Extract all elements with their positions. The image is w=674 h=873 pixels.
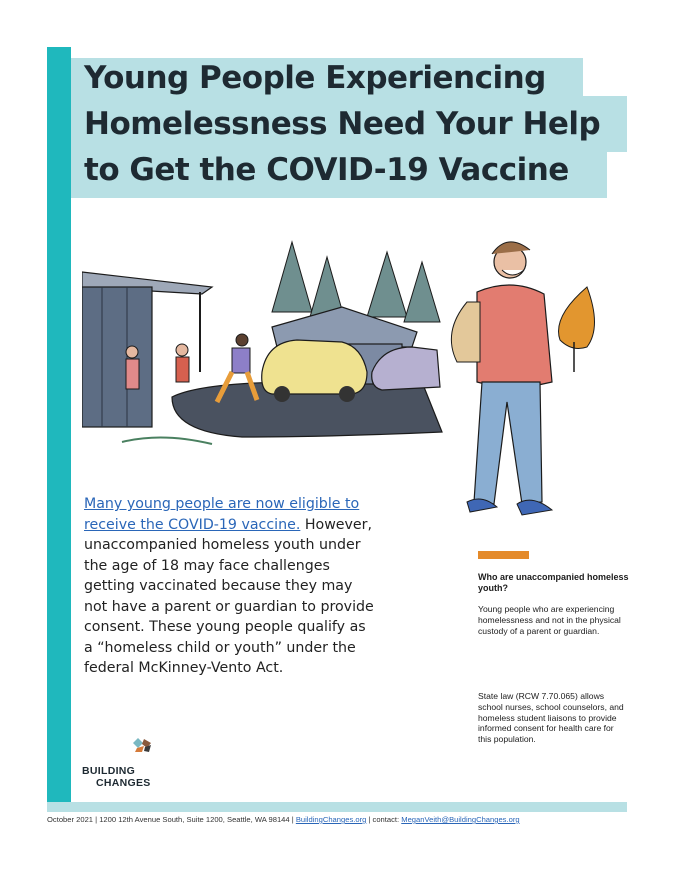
page-title-line-1: Young People Experiencing	[84, 60, 546, 96]
footer-address: October 2021 | 1200 12th Avenue South, Suite 1200, Seattle, WA 98144 |	[47, 815, 296, 824]
sidebar-accent-bar	[478, 551, 529, 559]
building-changes-logo-icon	[82, 737, 182, 767]
logo-line-2: CHANGES	[96, 777, 151, 789]
sidebar-law: State law (RCW 7.70.065) allows school nurses, school counselors, and homeless student liaisons to provide informed consent for health care for this population.	[478, 691, 624, 745]
sidebar-heading: Who are unaccompanied homeless youth?	[478, 572, 629, 593]
page-title-line-3: to Get the COVID-19 Vaccine	[84, 152, 569, 188]
logo-line-1: BUILDING	[82, 765, 136, 777]
school-scene-illustration	[82, 232, 602, 522]
vaccine-eligibility-link[interactable]: Many young people are now eligible to receive the COVID-19 vaccine.	[84, 496, 360, 533]
logo-wordmark	[82, 765, 151, 789]
page-title-line-2: Homelessness Need Your Help	[84, 106, 601, 142]
teal-accent-bar	[47, 47, 71, 802]
footer-band	[47, 802, 627, 812]
footer-site-link[interactable]: BuildingChanges.org	[295, 815, 367, 824]
intro-paragraph-text: However, unaccompanied homeless youth under the age of 18 may face challenges getting vaccinated because they may not have a parent or guardian to provide consent. These young people qualify as a “homeless child or youth” under the federal McKinney-Vento Act.	[84, 516, 374, 676]
sidebar-definition: Young people who are experiencing homelessness and not in the physical custody of a parent or guardian.	[478, 604, 621, 636]
footer-email-link[interactable]: MeganVeith@BuildingChanges.org	[401, 815, 520, 824]
footer	[47, 815, 647, 824]
intro-paragraph	[84, 494, 376, 679]
footer-contact-label: | contact:	[366, 815, 402, 824]
